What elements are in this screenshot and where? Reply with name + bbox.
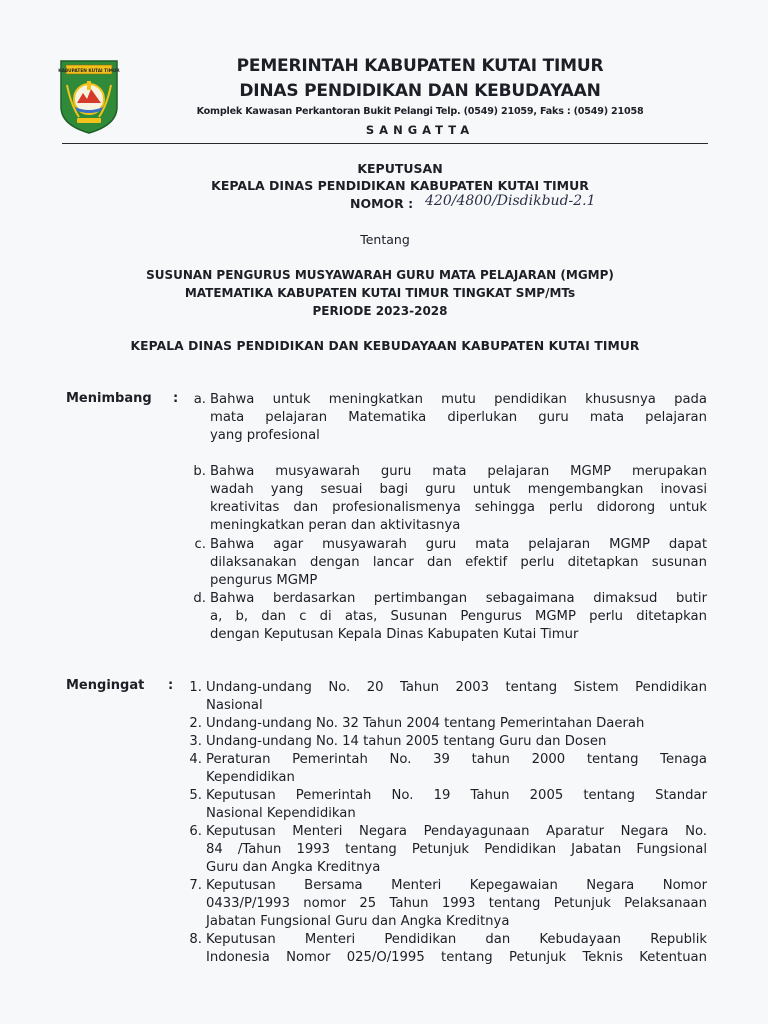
decree-number-handwritten: 420/4800/Disdikbud-2.1 (425, 193, 596, 209)
decree-subject-line-2: MATEMATIKA KABUPATEN KUTAI TIMUR TINGKAT SMP/MTs (184, 286, 576, 300)
decree-heading: KEPUTUSAN (357, 161, 443, 176)
header-government: PEMERINTAH KABUPATEN KUTAI TIMUR (236, 56, 604, 76)
svg-text:KABUPATEN KUTAI TIMUR: KABUPATEN KUTAI TIMUR (58, 68, 120, 74)
section-colon: : (168, 678, 174, 693)
header-divider (62, 143, 708, 144)
decree-subject-line-1: SUSUNAN PENGURUS MUSYAWARAH GURU MATA PELAJARAN (MGMP) (146, 268, 614, 282)
decree-period: PERIODE 2023-2028 (312, 304, 448, 318)
decree-about: Tentang (360, 232, 410, 247)
decree-issuer: KEPALA DINAS PENDIDIKAN DAN KEBUDAYAAN KABUPATEN KUTAI TIMUR (130, 339, 640, 353)
decree-authority: KEPALA DINAS PENDIDIKAN KABUPATEN KUTAI TIMUR (211, 178, 589, 193)
header-address: Komplek Kawasan Perkantoran Bukit Pelangi Telp. (0549) 21059, Faks : (0549) 21058 (196, 106, 644, 117)
section-label-mengingat: Mengingat (66, 678, 145, 693)
header-city: SANGATTA (365, 123, 475, 137)
kutai-timur-logo (57, 55, 121, 135)
decree-number-label: NOMOR : (350, 196, 414, 211)
section-label-menimbang: Menimbang (66, 391, 152, 406)
section-colon: : (173, 391, 179, 406)
document-page: KABUPATEN KUTAI TIMUR PEMERINTAH KABUPATEN KUTAI TIMUR DINAS PENDIDIKAN DAN KEBUDAYAAN Komplek Kawasan Perkantoran Bukit Pelangi Telp. (0549) 21059, Faks : (0549) 21058 SANGATTA KEPUTUSAN KEPALA DINAS PENDIDIKAN KABUPATEN KUTAI TIMUR NOMOR : 420/4800/Disdikbud-2.1 Tentang SUSUNAN PENGURUS MUSYAWARAH GURU MATA PELAJARAN (MGMP) MATEMATIKA KABUPATEN KUTAI TIMUR TINGKAT SMP/MTs PERIODE 2023-2028 KEPALA DINAS PENDIDIKAN DAN KEBUDAYAAN KABUPATEN KUTAI TIMUR Menimbang : a. Bahwa untuk meningkatkan mutu pendidikan khususnya pada mata pelajaran Matematika diperlukan guru mata pelajaran yang profesional b. Bahwa musyawarah guru mata pelajaran MGMP merupakan wadah yang sesuai bagi guru untuk mengembangkan inovasi kreativitas dan profesionalismenya sehingga perlu didorong untuk meningkatkan peran dan aktivitasnya c. Bahwa agar musyawarah guru mata pelajaran MGMP dapat dilaksanakan dengan lancar dan efektif perlu ditetapkan susunan pengurus MGMP d. Bahwa berdasarkan pertimbangan sebagaimana dimaksud butir a, b, dan c di atas, Susunan Pengurus MGMP perlu ditetapkan dengan Keputusan Kepala Dinas Kabupaten Kutai Timur Mengingat : 1. Undang-undang No. 20 Tahun 2003 tentang Sistem Pendidikan Nasional 2. Undang-undang No. 32 Tahun 2004 tentang Pemerintahan Daerah 3. Undang-undang No. 14 tahun 2005 tentang Guru dan Dosen 4. Peraturan Pemerintah No. 39 tahun 2000 tentang Tenaga Kependidikan 5. Keputusan Pemerintah No. 19 Tahun 2005 tentang Standar Nasional Kependidikan 6. Keputusan Menteri Negara Pendayagunaan Aparatur Negara No. 84 /Tahun 1993 tentang Petunjuk Pendidikan Jabatan Fungsional Guru dan Angka Kreditnya 7. Keputusan Bersama Menteri Kepegawaian Negara Nomor 0433/P/1993 nomor 25 Tahun 1993 tentang Petunjuk Pelaksanaan Jabatan Fungsional Guru dan Angka Kreditnya 8. Keputusan Menteri Pendidikan dan Kebudayaan Republik Indonesia Nomor 025/O/1995 tentang Petunjuk Teknis Ketentuan (58, 56, 707, 965)
header-department: DINAS PENDIDIKAN DAN KEBUDAYAAN (239, 81, 601, 101)
